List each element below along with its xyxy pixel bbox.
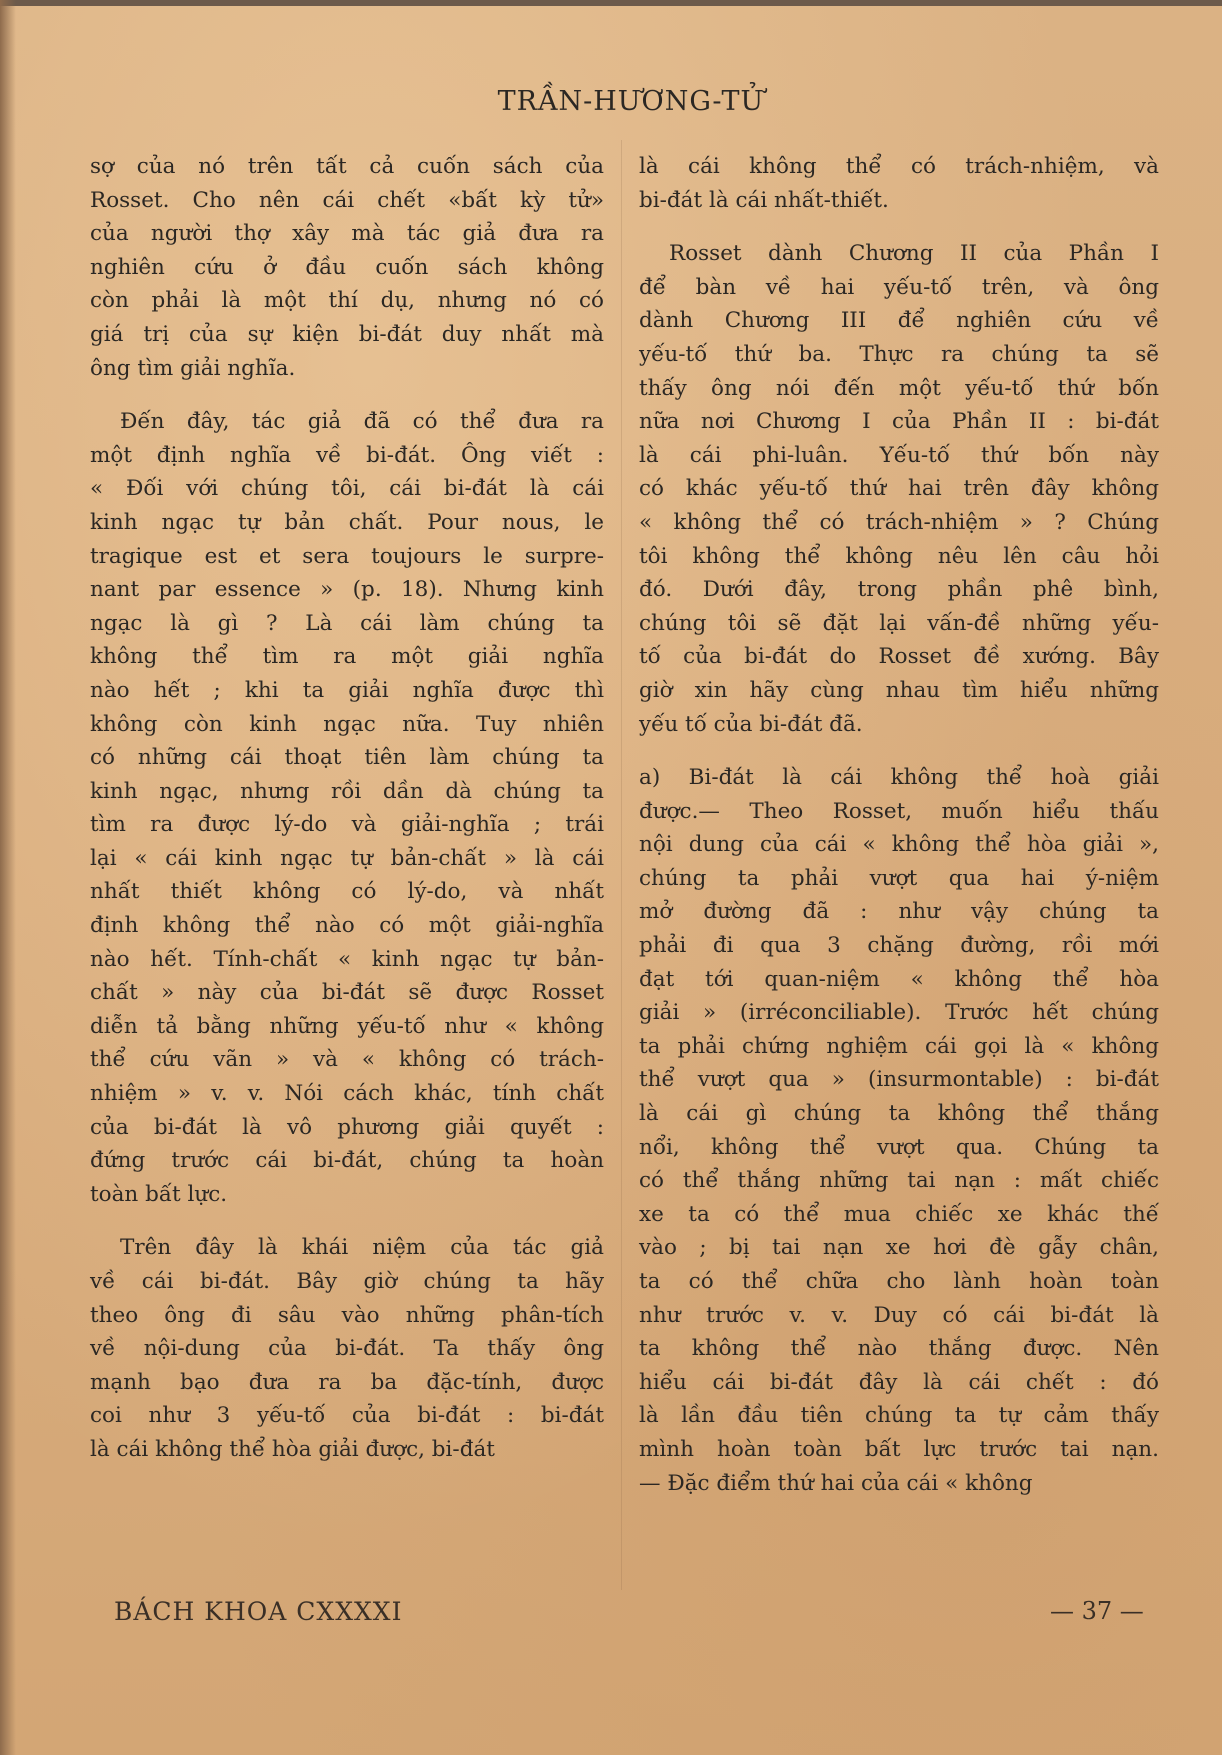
text-line: nant par essence » (p. 18). Nhưng kinh xyxy=(90,577,604,603)
text-line: bi-đát là cái nhất-thiết. xyxy=(639,187,889,213)
text-line: là cái gì chúng ta không thể thắng xyxy=(639,1101,1159,1127)
text-line: của người thợ xây mà tác giả đưa ra xyxy=(90,221,604,247)
text-line: nhất thiết không có lý-do, và nhất xyxy=(90,879,604,905)
publication-footer: BÁCH KHOA CXXXXI xyxy=(114,1597,403,1626)
text-line: mở đường đã : như vậy chúng ta xyxy=(639,899,1159,925)
text-line: giờ xin hãy cùng nhau tìm hiểu những xyxy=(639,677,1159,703)
paragraph xyxy=(639,150,1159,217)
text-line: nào hết ; khi ta giải nghĩa được thì xyxy=(90,677,604,703)
text-line: có thể thắng những tai nạn : mất chiếc xyxy=(639,1168,1159,1194)
text-line: về cái bi-đát. Bây giờ chúng ta hãy xyxy=(90,1269,604,1294)
text-line: ta có thể chữa cho lành hoàn toàn xyxy=(639,1269,1159,1294)
text-line: — Đặc điểm thứ hai của cái « không xyxy=(639,1470,1033,1496)
text-line: là cái phi-luân. Yếu-tố thứ bốn này xyxy=(639,442,1159,468)
text-line: Đến đây, tác giả đã có thể đưa ra xyxy=(120,409,604,435)
paragraph xyxy=(90,1231,604,1466)
text-line: vào ; bị tai nạn xe hơi đè gẫy chân, xyxy=(639,1235,1159,1261)
text-line: nghiên cứu ở đầu cuốn sách không xyxy=(90,254,604,280)
text-line: Rosset. Cho nên cái chết «bất kỳ tử» xyxy=(90,187,604,213)
text-line: a) Bi-đát là cái không thể hoà giải xyxy=(639,765,1159,791)
text-line: về nội-dung của bi-đát. Ta thấy ông xyxy=(90,1336,604,1362)
text-line: là lần đầu tiên chúng ta tự cảm thấy xyxy=(639,1403,1159,1429)
text-line: để bàn về hai yếu-tố trên, và ông xyxy=(639,274,1159,300)
text-line: nhiệm » v. v. Nói cách khác, tính chất xyxy=(90,1081,604,1107)
text-line: thể vượt qua » (insurmontable) : bi-đát xyxy=(639,1067,1159,1093)
text-line: yếu-tố thứ ba. Thực ra chúng ta sẽ xyxy=(639,341,1159,367)
text-line: nội dung của cái « không thể hòa giải », xyxy=(639,832,1159,858)
text-line: tôi không thể không nêu lên câu hỏi xyxy=(639,543,1159,569)
text-line: đạt tới quan-niệm « không thể hòa xyxy=(639,966,1159,992)
paragraph xyxy=(639,761,1159,1500)
text-line: chúng ta phải vượt qua hai ý-niệm xyxy=(639,865,1159,891)
text-line: kinh ngạc, nhưng rồi dần dà chúng ta xyxy=(90,778,604,804)
paragraph xyxy=(639,237,1159,741)
text-line: dành Chương III để nghiên cứu về xyxy=(639,308,1159,334)
text-line: thể cứu vãn » và « không có trách- xyxy=(90,1047,604,1073)
text-line: ông tìm giải nghĩa. xyxy=(90,355,296,381)
text-line: một định nghĩa về bi-đát. Ông viết : xyxy=(90,442,604,468)
left-column xyxy=(90,150,604,1487)
text-line: như trước v. v. Duy có cái bi-đát là xyxy=(639,1302,1159,1328)
text-line: định không thể nào có một giải-nghĩa xyxy=(90,913,604,939)
text-line: nổi, không thể vượt qua. Chúng ta xyxy=(639,1134,1159,1160)
text-line: « Đối với chúng tôi, cái bi-đát là cái xyxy=(90,476,604,502)
text-line: yếu tố của bi-đát đã. xyxy=(639,711,863,737)
text-line: mình hoàn toàn bất lực trước tai nạn. xyxy=(639,1436,1159,1462)
text-line: tìm ra được lý-do và giải-nghĩa ; trái xyxy=(90,812,604,838)
page-edge-top xyxy=(0,0,1222,6)
text-line: giải » (irréconciliable). Trước hết chúng xyxy=(639,1000,1159,1026)
text-line: ngạc là gì ? Là cái làm chúng ta xyxy=(90,610,604,636)
text-line: không còn kinh ngạc nữa. Tuy nhiên xyxy=(90,711,604,737)
text-line: thấy ông nói đến một yếu-tố thứ bốn xyxy=(639,375,1159,401)
text-line: có những cái thoạt tiên làm chúng ta xyxy=(90,745,604,771)
text-line: kinh ngạc tự bản chất. Pour nous, le xyxy=(90,509,604,535)
text-line: là cái không thể có trách-nhiệm, và xyxy=(639,154,1159,179)
text-line: diễn tả bằng những yếu-tố như « không xyxy=(90,1013,604,1039)
text-line: Rosset dành Chương II của Phần I xyxy=(669,241,1159,267)
text-line: tragique est et sera toujours le surpre- xyxy=(90,543,604,569)
text-line: không thể tìm ra một giải nghĩa xyxy=(90,644,604,670)
text-line: nữa nơi Chương I của Phần II : bi-đát xyxy=(639,409,1159,435)
column-gutter xyxy=(621,140,622,1590)
text-line: lại « cái kinh ngạc tự bản-chất » là cái xyxy=(90,845,604,871)
text-line: ta không thể nào thắng được. Nên xyxy=(639,1336,1159,1362)
text-line: theo ông đi sâu vào những phân-tích xyxy=(90,1302,604,1328)
text-line: chúng tôi sẽ đặt lại vấn-đề những yếu- xyxy=(639,610,1159,636)
text-line: xe ta có thể mua chiếc xe khác thế xyxy=(639,1201,1159,1227)
text-line: toàn bất lực. xyxy=(90,1181,228,1207)
text-line: tố của bi-đát do Rosset đề xướng. Bây xyxy=(639,644,1159,670)
text-line: đứng trước cái bi-đát, chúng ta hoàn xyxy=(90,1148,604,1174)
text-line: ta phải chứng nghiệm cái gọi là « không xyxy=(639,1033,1159,1059)
text-line: là cái không thể hòa giải được, bi-đát xyxy=(90,1436,495,1462)
text-line: mạnh bạo đưa ra ba đặc-tính, được xyxy=(90,1369,604,1395)
text-line: hiểu cái bi-đát đây là cái chết : đó xyxy=(639,1369,1159,1395)
paragraph xyxy=(90,150,604,385)
text-line: được.— Theo Rosset, muốn hiểu thấu xyxy=(639,798,1159,824)
running-head: TRẦN-HƯƠNG-TỬ xyxy=(497,86,765,117)
page-edge-left xyxy=(0,0,16,1755)
right-column xyxy=(639,150,1159,1520)
text-line: phải đi qua 3 chặng đường, rồi mới xyxy=(639,933,1159,959)
page-number: — 37 — xyxy=(1050,1597,1144,1625)
paragraph xyxy=(90,405,604,1211)
text-line: còn phải là một thí dụ, nhưng nó có xyxy=(90,288,604,314)
text-line: của bi-đát là vô phương giải quyết : xyxy=(90,1114,604,1140)
text-line: nào hết. Tính-chất « kinh ngạc tự bản- xyxy=(90,946,604,972)
text-line: có khác yếu-tố thứ hai trên đây không xyxy=(639,476,1159,502)
text-line: Trên đây là khái niệm của tác giả xyxy=(120,1235,604,1261)
text-line: chất » này của bi-đát sẽ được Rosset xyxy=(90,980,604,1006)
text-line: đó. Dưới đây, trong phần phê bình, xyxy=(639,577,1159,603)
text-line: giá trị của sự kiện bi-đát duy nhất mà xyxy=(90,321,604,347)
text-line: coi như 3 yếu-tố của bi-đát : bi-đát xyxy=(90,1403,604,1429)
text-line: sợ của nó trên tất cả cuốn sách của xyxy=(90,154,604,179)
text-line: « không thể có trách-nhiệm » ? Chúng xyxy=(639,509,1159,535)
